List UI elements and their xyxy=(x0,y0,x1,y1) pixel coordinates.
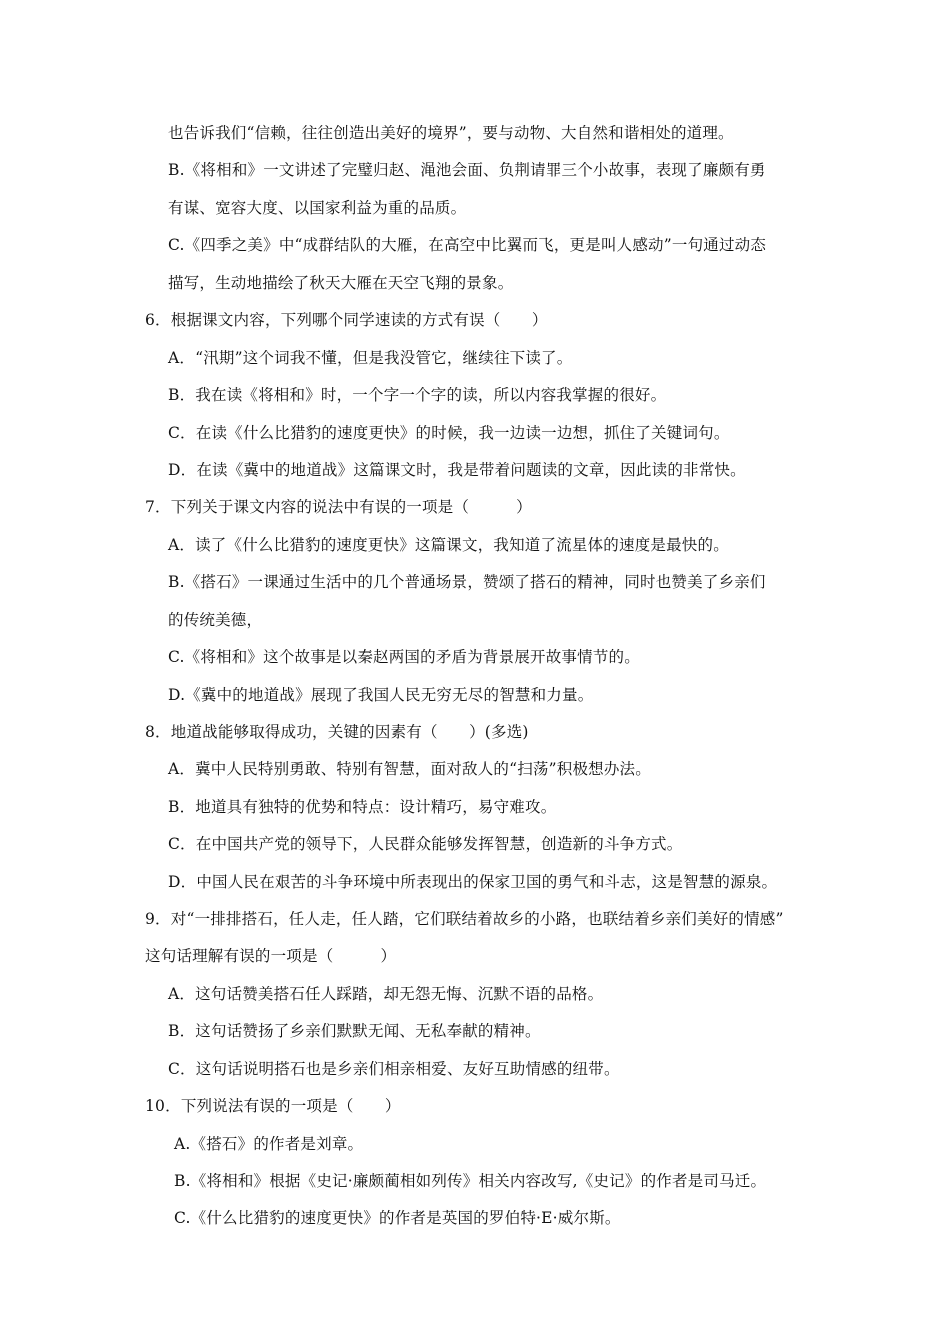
option-b: B.《将相和》一文讲述了完璧归赵、渑池会面、负荆请罪三个小故事，表现了廉颇有勇 xyxy=(168,161,766,179)
option-a: A．冀中人民特别勇敢、特别有智慧，面对敌人的“扫荡”积极想办法。 xyxy=(168,760,651,778)
option-c: C．在读《什么比猎豹的速度更快》的时候，我一边读一边想，抓住了关键词句。 xyxy=(168,424,730,442)
question-9: 9．对“一排排搭石，任人走，任人踏，它们联结着故乡的小路，也联结着乡亲们美好的情感” xyxy=(145,910,784,928)
text-line: 描写，生动地描绘了秋天大雁在天空飞翔的景象。 xyxy=(168,274,514,292)
option-b: B．这句话赞扬了乡亲们默默无闻、无私奉献的精神。 xyxy=(168,1022,541,1040)
option-c: C.《什么比猎豹的速度更快》的作者是英国的罗伯特·E·威尔斯。 xyxy=(174,1209,621,1227)
option-c: C．在中国共产党的领导下，人民群众能够发挥智慧，创造新的斗争方式。 xyxy=(168,835,683,853)
question-10: 10．下列说法有误的一项是（ ） xyxy=(145,1097,401,1115)
question-7: 7．下列关于课文内容的说法中有误的一项是（ ） xyxy=(145,498,532,516)
text-line: 也告诉我们“信赖，往往创造出美好的境界”，要与动物、大自然和谐相处的道理。 xyxy=(168,124,734,142)
option-a: A．“汛期”这个词我不懂，但是我没管它，继续往下读了。 xyxy=(168,349,573,367)
question-6: 6．根据课文内容，下列哪个同学速读的方式有误（ ） xyxy=(145,311,548,329)
text-line: 这句话理解有误的一项是（ ） xyxy=(145,947,397,965)
option-d: D．在读《冀中的地道战》这篇课文时，我是带着问题读的文章，因此读的非常快。 xyxy=(168,461,746,479)
option-b: B.《搭石》一课通过生活中的几个普通场景，赞颂了搭石的精神，同时也赞美了乡亲们 xyxy=(168,573,766,591)
question-8: 8．地道战能够取得成功，关键的因素有（ ）(多选) xyxy=(145,723,529,741)
option-a: A．这句话赞美搭石任人踩踏，却无怨无悔、沉默不语的品格。 xyxy=(168,985,604,1003)
option-a: A.《搭石》的作者是刘章。 xyxy=(174,1135,364,1153)
option-c: C．这句话说明搭石也是乡亲们相亲相爱、友好互助情感的纽带。 xyxy=(168,1060,620,1078)
option-b: B．地道具有独特的优势和特点：设计精巧，易守难攻。 xyxy=(168,798,557,816)
option-c: C.《将相和》这个故事是以秦赵两国的矛盾为背景展开故事情节的。 xyxy=(168,648,640,666)
option-c: C.《四季之美》中“成群结队的大雁，在高空中比翼而飞，更是叫人感动”一句通过动态 xyxy=(168,236,767,254)
option-a: A．读了《什么比猎豹的速度更快》这篇课文，我知道了流星体的速度是最快的。 xyxy=(168,536,729,554)
text-line: 的传统美德， xyxy=(168,611,263,629)
option-d: D．中国人民在艰苦的斗争环境中所表现出的保家卫国的勇气和斗志，这是智慧的源泉。 xyxy=(168,873,778,891)
option-b: B.《将相和》根据《史记·廉颇蔺相如列传》相关内容改写,《史记》的作者是司马迁。 xyxy=(174,1172,767,1190)
text-line: 有谋、宽容大度、以国家利益为重的品质。 xyxy=(168,199,467,217)
option-d: D.《冀中的地道战》展现了我国人民无穷无尽的智慧和力量。 xyxy=(168,686,594,704)
option-b: B．我在读《将相和》时，一个字一个字的读，所以内容我掌握的很好。 xyxy=(168,386,667,404)
